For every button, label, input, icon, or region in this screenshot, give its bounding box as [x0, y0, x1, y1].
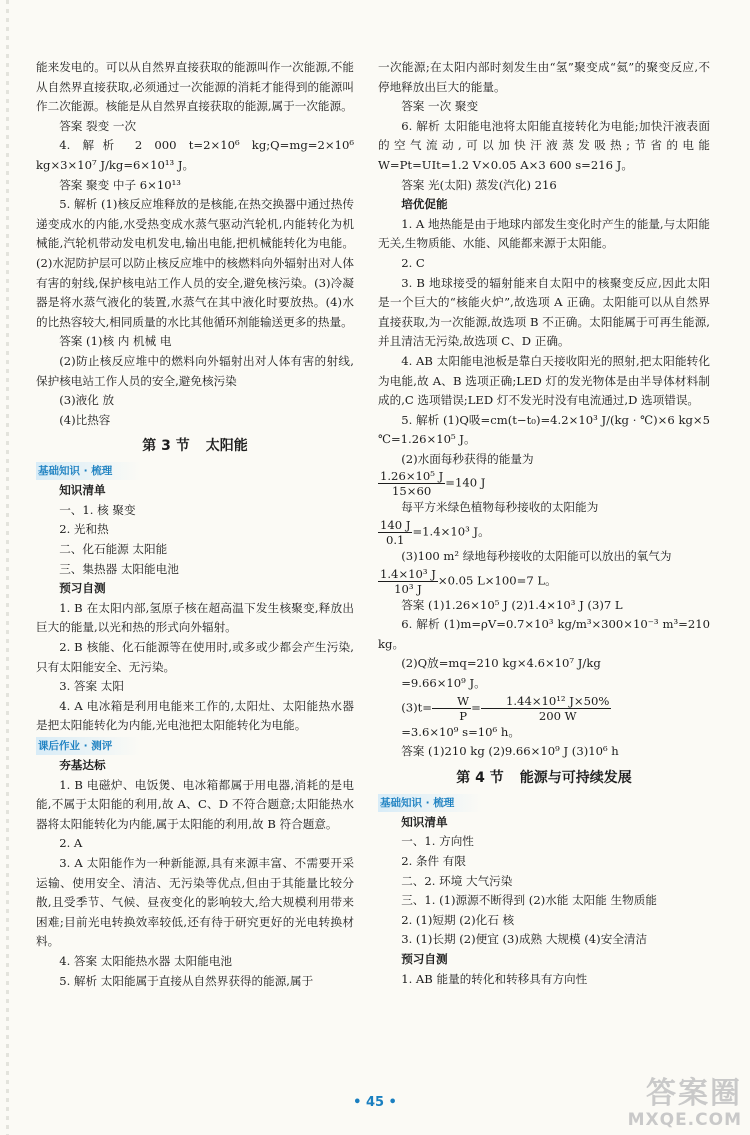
- answer-line: (4)比热容: [59, 412, 111, 427]
- list-item: 4. AB 太阳能电池板是靠白天接收阳光的照射,把太阳能转化为电能,故 A、B 选项正确;LED 灯的发光物体是由半导体材料制成的,C 选项错误;LED 灯不发光时没有电流通过,D 选项错误。: [378, 353, 710, 408]
- list-item: 2. 条件 有限: [401, 854, 466, 868]
- section-band: 基础知识 · 梳理: [378, 794, 482, 812]
- answer-line: 答案 聚变 中子 6×10¹³: [59, 177, 181, 192]
- fraction: [432, 694, 471, 723]
- list-item: 5. 解析 太阳能属于直接从自然界获得的能源,属于: [59, 973, 314, 988]
- numerator: 140 J: [380, 518, 411, 533]
- list-item: 1. B 电磁炉、电饭煲、电冰箱都属于用电器,消耗的是电能,不属于太阳能的利用,故 A、C、D 不符合题意;太阳能热水器将太阳能转化为内能,属于太阳能的利用,故 B 符合题意。: [36, 777, 354, 831]
- list-item: 2. C: [401, 255, 425, 270]
- list-item: 三、集热器 太阳能电池: [59, 561, 179, 576]
- list-item: 3. A 太阳能作为一种新能源,具有来源丰富、不需要开采运输、使用安全、清洁、无污染等优点,但由于其能量比较分散,且受季节、气候、昼夜变化的影响较大,给大规模利用带来困难;目前光电转换效率较低,还有待于研究更好的光电转换材料。: [36, 855, 354, 949]
- list-item: 2. A: [59, 836, 83, 851]
- section-title: [378, 767, 710, 789]
- numerator: 1.44×10¹² J×50%: [481, 694, 612, 709]
- formula: [378, 469, 710, 498]
- solution-step: 每平方米绿色植物每秒接收的太阳能为: [401, 500, 599, 515]
- list-item: 3. 答案 太阳: [59, 679, 124, 694]
- list-item: 1. B 在太阳内部,氢原子核在超高温下发生核聚变,释放出巨大的能量,以光和热的形式向外辐射。: [36, 600, 354, 635]
- section-name: 能源与可持续发展: [519, 769, 632, 786]
- solution: 4. 解析 2 000 t=2×10⁶ kg;Q=mg=2×10⁶ kg×3×10⁷ J/kg=6×10¹³ J。: [36, 138, 354, 172]
- fraction: [378, 567, 438, 596]
- section-band: 基础知识 · 梳理: [36, 462, 140, 480]
- answer-line: 答案 (1)核 内 机械 电: [59, 334, 172, 349]
- numerator: 1.26×10⁵ J: [380, 469, 444, 484]
- list-item: 一、1. 方向性: [401, 834, 474, 849]
- answer-line: (3)液化 放: [59, 393, 115, 408]
- fraction: [378, 469, 445, 498]
- formula-result: =140 J: [445, 475, 486, 490]
- list-item: 3. (1)长期 (2)便宜 (3)成熟 大规模 (4)安全清洁: [401, 932, 648, 947]
- denominator: 15×60: [392, 484, 432, 499]
- page-number: • 45 •: [353, 1095, 397, 1110]
- list-item: 三、1. (1)源源不断得到 (2)水能 太阳能 生物质能: [401, 893, 657, 908]
- subheading: 预习自测: [59, 581, 106, 596]
- solution-step: =9.66×10⁹ J。: [401, 676, 486, 691]
- formula: [378, 694, 710, 723]
- subheading: 夯基达标: [59, 758, 106, 772]
- paragraph: 能来发电的。可以从自然界直接获取的能源叫作一次能源,不能从自然界直接获取,必须通过一次能源的消耗才能得到的能源叫作二次能源。核能是从自然界直接获取的能源,属于一次能源。: [36, 60, 354, 114]
- subheading: 知识清单: [59, 483, 106, 498]
- fraction: [378, 518, 412, 547]
- section-number: 第 3 节: [142, 438, 190, 455]
- watermark-url: MXQE.COM: [627, 1110, 742, 1130]
- list-item: 4. A 电冰箱是利用电能来工作的,太阳灶、太阳能热水器是把太阳能转化为内能,光电池把太阳能转化为电能。: [36, 698, 354, 733]
- formula-prefix: (3)t=: [401, 700, 432, 715]
- numerator: 1.4×10³ J: [380, 566, 436, 581]
- list-item: 二、2. 环境 大气污染: [401, 873, 513, 888]
- watermark: [628, 1078, 742, 1130]
- formula-equals: =: [471, 700, 481, 715]
- list-item: 1. AB 能量的转化和转移具有方向性: [401, 971, 588, 986]
- list-item: 3. B 地球接受的辐射能来自太阳中的核聚变反应,因此太阳是一个巨大的“核能火炉”,故选项 A 正确。太阳能可以从自然界直接获取,为一次能源,故选项 B 不正确。太阳能属于可再生能源,并且清洁无污染,故选项 C、D 正确。: [378, 275, 710, 349]
- left-column: [36, 58, 354, 991]
- solution-step: =3.6×10⁹ s=10⁶ h。: [401, 724, 520, 739]
- watermark-logo: 答案圈: [646, 1076, 742, 1111]
- subheading: 培优促能: [401, 197, 448, 212]
- formula-result: =1.4×10³ J。: [412, 524, 490, 539]
- solution-step: (2)水面每秒获得的能量为: [401, 451, 534, 466]
- formula-result: ×0.05 L×100=7 L。: [437, 573, 557, 588]
- answer-line: 答案 光(太阳) 蒸发(汽化) 216: [401, 177, 557, 192]
- answer-line: (2)防止核反应堆中的燃料向外辐射出对人体有害的射线,保护核电站工作人员的安全,避免核污染: [36, 353, 354, 388]
- solution-step: (3)100 m² 绿地每秒接收的太阳能可以放出的氧气为: [401, 549, 672, 564]
- answer-line: 答案 (1)1.26×10⁵ J (2)1.4×10³ J (3)7 L: [401, 597, 623, 612]
- denominator: 200 W: [538, 708, 577, 723]
- answer-line: 答案 (1)210 kg (2)9.66×10⁹ J (3)10⁶ h: [401, 744, 619, 759]
- list-item: 二、化石能源 太阳能: [59, 542, 168, 557]
- list-item: 2. B 核能、化石能源等在使用时,或多或少都会产生污染,只有太阳能安全、无污染。: [36, 640, 354, 674]
- list-item: 4. 答案 太阳能热水器 太阳能电池: [59, 953, 233, 968]
- list-item: 2. (1)短期 (2)化石 核: [401, 912, 515, 927]
- list-item: 一、1. 核 聚变: [59, 502, 136, 517]
- section-name: 太阳能: [205, 438, 248, 455]
- denominator: 10³ J: [394, 581, 422, 596]
- binding-edge: [6, 0, 9, 1135]
- denominator: P: [459, 708, 468, 723]
- answer-line: 答案 裂变 一次: [59, 118, 137, 133]
- section-title: [36, 435, 354, 457]
- numerator: W: [432, 694, 471, 709]
- solution-step: (2)Q放=mq=210 kg×4.6×10⁷ J/kg: [401, 656, 601, 671]
- solution: 6. 解析 (1)m=ρV=0.7×10³ kg/m³×300×10⁻³ m³=210 kg。: [378, 617, 710, 651]
- solution: 5. 解析 (1)Q吸=cm(t−t₀)=4.2×10³ J/(kg · ℃)×6 kg×5 ℃=1.26×10⁵ J。: [378, 412, 710, 447]
- section-number: 第 4 节: [456, 769, 504, 786]
- list-item: 2. 光和热: [59, 522, 109, 537]
- fraction: [481, 694, 612, 723]
- answer-line: 答案 一次 聚变: [401, 99, 479, 114]
- section-band: 课后作业 · 测评: [36, 737, 140, 755]
- formula: [378, 518, 710, 547]
- list-item: 1. A 地热能是由于地球内部发生变化时产生的能量,与太阳能无关,生物质能、水能、风能都来源于太阳能。: [378, 216, 710, 251]
- solution: 6. 解析 太阳能电池将太阳能直接转化为电能;加快汗液表面的空气流动,可以加快汗液蒸发吸热;节省的电能 W=Pt=UIt=1.2 V×0.05 A×3 600 s=216 J。: [378, 118, 710, 172]
- denominator: 0.1: [386, 533, 405, 548]
- subheading: 知识清单: [401, 814, 448, 829]
- subheading: 预习自测: [401, 951, 448, 966]
- solution: 5. 解析 (1)核反应堆释放的是核能,在热交换器中通过热传递变成水的内能,水受热变成水蒸气驱动汽轮机,内能转化为机械能,汽轮机带动发电机发电,输出电能,把机械能转化为电能。(2)水泥防护层可以防止核反应堆中的核燃料向外辐射出对人体有害的射线,保护核电站工作人员的安全,避免核污染。(3)冷凝器是将水蒸气液化的装置,水蒸气在其中液化时要放热。(4)水的比热容较大,相同质量的水比其他循环剂能输送更多的热量。: [36, 197, 354, 329]
- right-column: [378, 58, 710, 989]
- formula: [378, 567, 710, 596]
- paragraph: 一次能源;在太阳内部时刻发生由“氢”聚变成“氦”的聚变反应,不停地释放出巨大的能量。: [378, 60, 710, 94]
